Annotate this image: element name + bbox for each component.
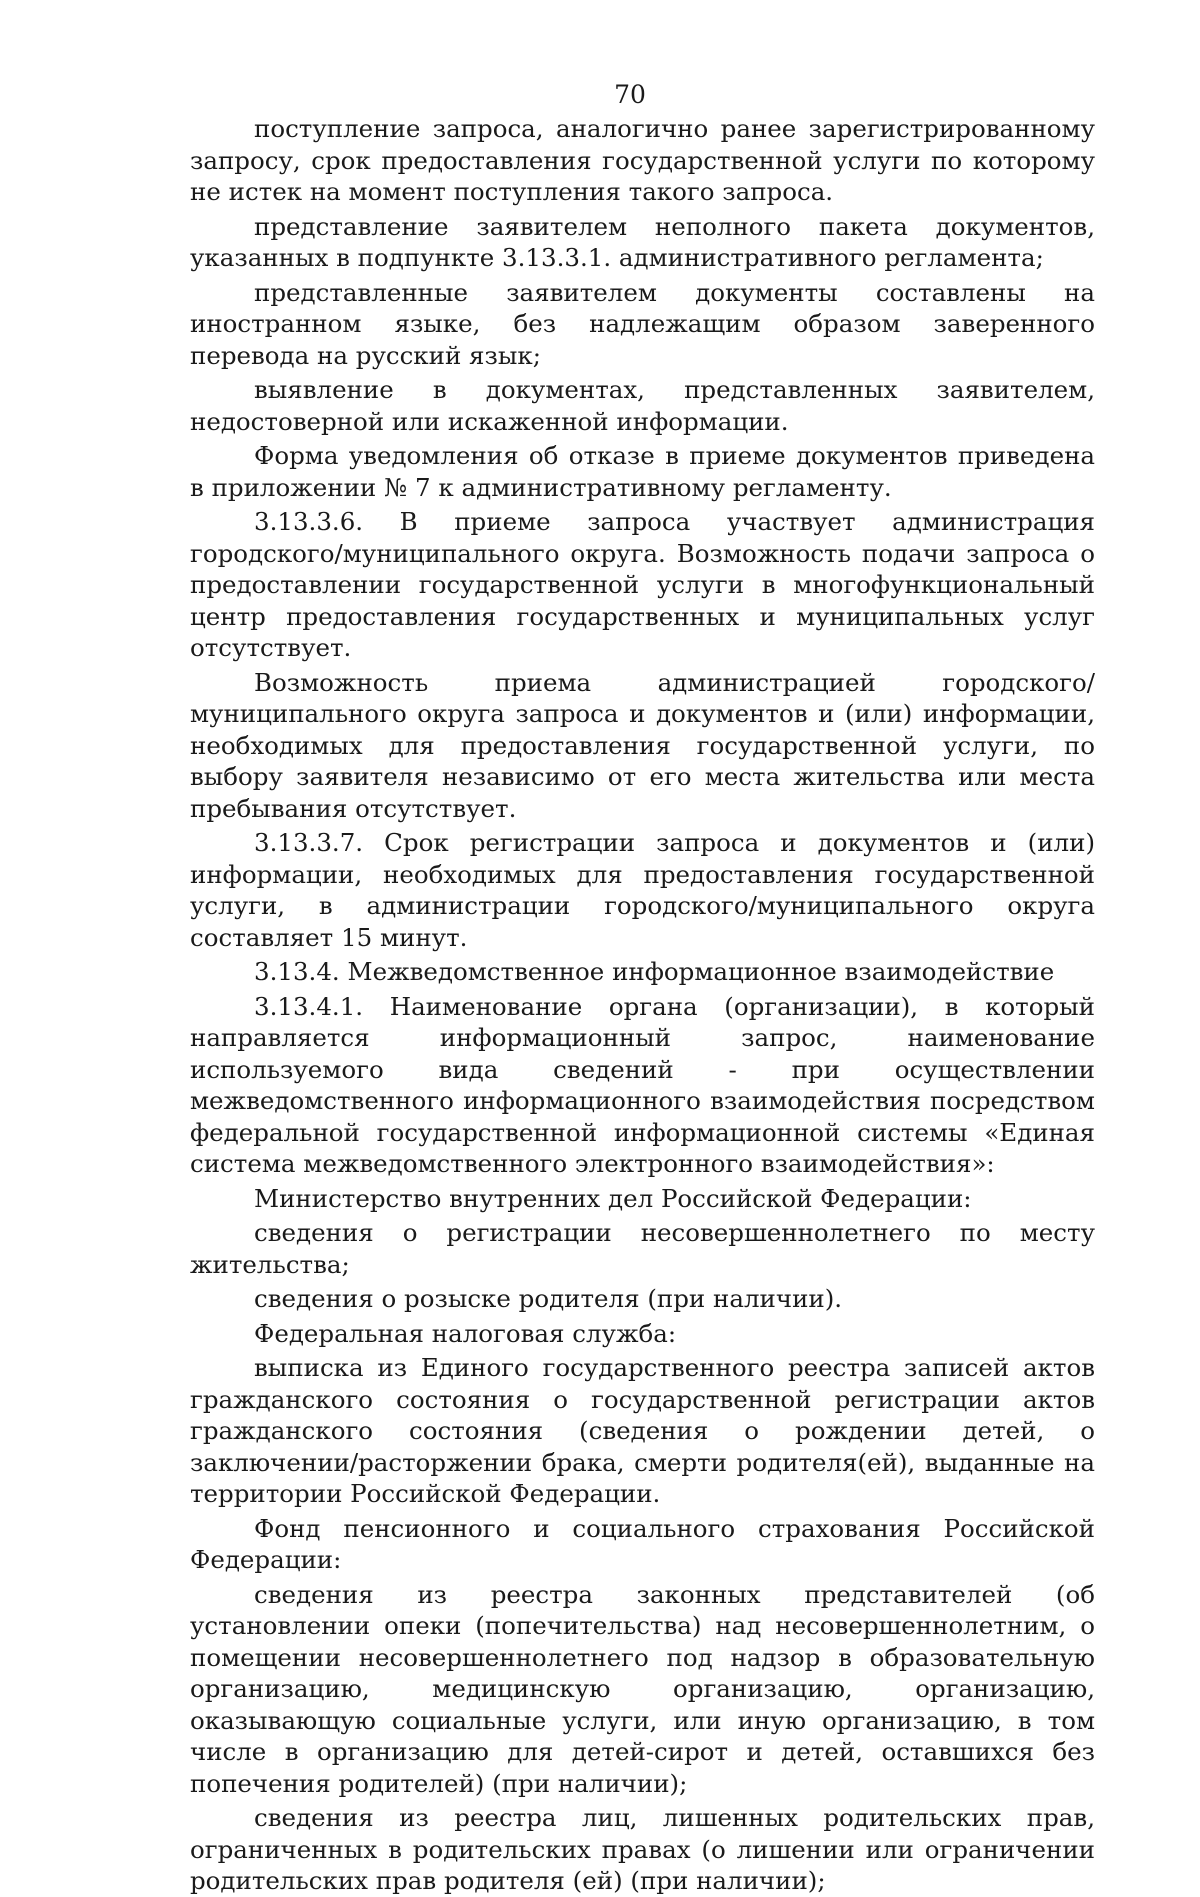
list-item: выписка из Единого государственного реестра записей актов гражданского состояния о государственной регистрации актов гражданского состояния (сведения о рождении детей, о заключении/расторжении брака, смерти родителя(ей), выданные на территории Российской Федерации. (190, 1353, 1095, 1508)
page-number: 70 (614, 80, 646, 109)
list-item: сведения из реестра лиц, лишенных родительских прав, ограниченных в родительских правах (о лишении или ограничении родительских прав родителя (ей) (при наличии); (190, 1803, 1095, 1895)
paragraph: поступление запроса, аналогично ранее зарегистрированному запросу, срок предоставления государственной услуги по которому не истек на момент поступления такого запроса. (190, 114, 1095, 206)
paragraph: выявление в документах, представленных заявителем, недостоверной или искаженной информации. (190, 375, 1095, 436)
paragraph: 3.13.3.7. Срок регистрации запроса и документов и (или) информации, необходимых для предоставления государственной услуги, в администрации городского/муниципального округа составляет 15 минут. (190, 828, 1095, 952)
list-item: сведения из реестра законных представителей (об установлении опеки (попечительства) над несовершеннолетним, о помещении несовершеннолетнего под надзор в образовательную организацию, медицинскую организацию, организацию, оказывающую социальные услуги, или иную организацию, в том числе в организацию для детей-сирот и детей, оставшихся без попечения родителей) (при наличии); (190, 1579, 1095, 1798)
paragraph: Возможность приема администрацией городского/муниципального округа запроса и документов и (или) информации, необходимых для предоставления государственной услуги, по выбору заявителя независимо от его места жительства или места пребывания отсутствует. (190, 667, 1095, 823)
paragraph: 3.13.3.6. В приеме запроса участвует администрация городского/муниципального округа. Возможность подачи запроса о предоставлении государственной услуги в многофункциональный центр предоставления государственных и муниципальных услуг отсутствует. (190, 507, 1095, 662)
list-item: Федеральная налоговая служба: (254, 1318, 677, 1348)
list-item: сведения о регистрации несовершеннолетнего по месту жительства; (190, 1218, 1095, 1279)
list-item: Фонд пенсионного и социального страхования Российской Федерации: (190, 1513, 1095, 1574)
paragraph: Форма уведомления об отказе в приеме документов приведена в приложении № 7 к административному регламенту. (190, 441, 1095, 502)
paragraph: представленные заявителем документы составлены на иностранном языке, без надлежащим образом заверенного перевода на русский язык; (190, 277, 1095, 370)
paragraph: 3.13.4.1. Наименование органа (организации), в который направляется информационный запрос, наименование используемого вида сведений - при осуществлении межведомственного информационного взаимодействия посредством федеральной государственной информационной системы «Единая система межведомственного электронного взаимодействия»: (190, 991, 1095, 1178)
paragraph: представление заявителем неполного пакета документов, указанных в подпункте 3.13.3.1. административного регламента; (190, 211, 1095, 272)
section-heading: 3.13.4. Межведомственное информационное взаимодействие (254, 957, 1055, 986)
list-item: сведения о розыске родителя (при наличии). (254, 1284, 843, 1313)
list-item: Министерство внутренних дел Российской Федерации: (254, 1183, 972, 1213)
document-body (190, 113, 1095, 1897)
